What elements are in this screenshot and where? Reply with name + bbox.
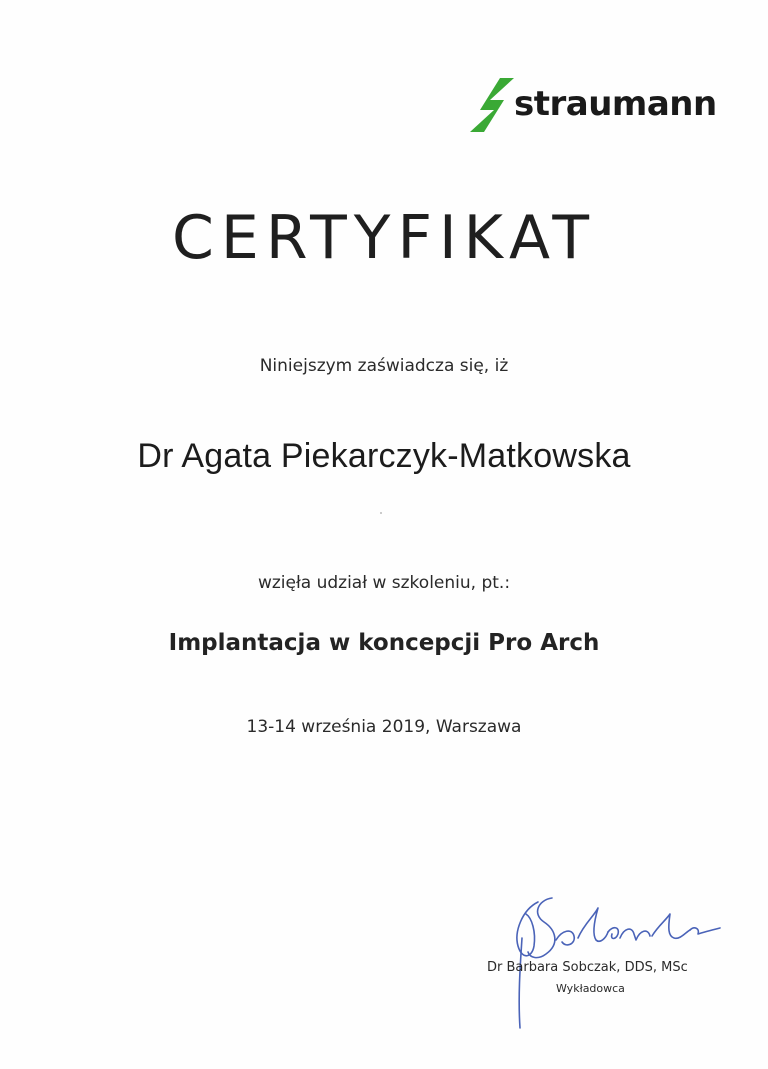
certificate-title: CERTYFIKAT [172, 203, 596, 273]
signer-role: Wykładowca [556, 982, 625, 995]
straumann-s-mark-icon [470, 78, 514, 132]
recipient-name: Dr Agata Piekarczyk-Matkowska [137, 437, 631, 475]
date-place: 13-14 września 2019, Warszawa [246, 717, 522, 737]
intro-text: Niniejszym zaświadcza się, iż [259, 356, 509, 376]
paper-speck [380, 512, 382, 514]
participation-text: wzięła udział w szkoleniu, pt.: [257, 573, 511, 593]
signer-name: Dr Barbara Sobczak, DDS, MSc [487, 960, 688, 975]
brand-name: straumann [514, 84, 717, 124]
straumann-logo [470, 78, 720, 132]
course-title: Implantacja w koncepcji Pro Arch [168, 630, 600, 656]
